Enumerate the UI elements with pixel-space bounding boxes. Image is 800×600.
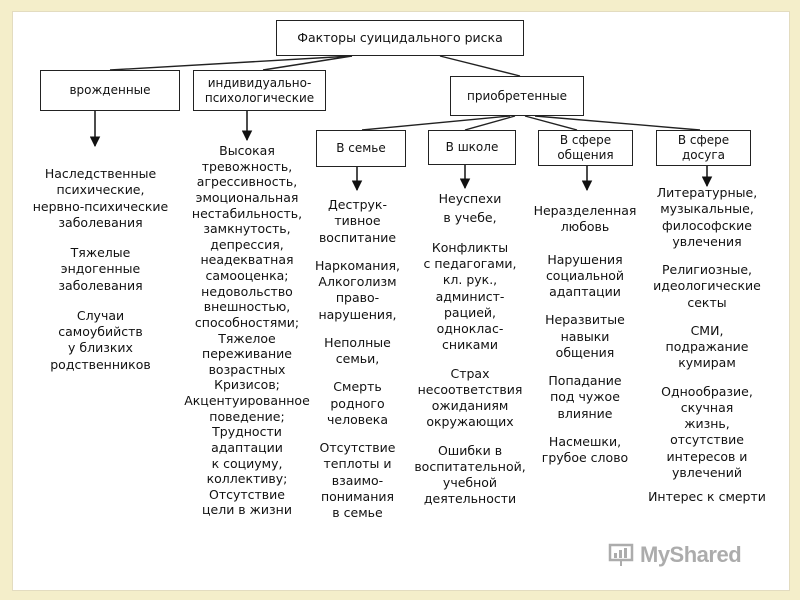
presentation-icon	[608, 543, 634, 567]
line-acq-social	[525, 116, 577, 130]
factor-item: Смерть родного человека	[327, 379, 388, 427]
factor-item: Неуспехи в учебе,	[438, 191, 502, 226]
subcategory-social-box: В сфере общения	[538, 130, 633, 166]
column-family	[305, 197, 410, 521]
factor-item: Деструк- тивное воспитание	[318, 197, 397, 245]
category-innate-box: врожденные	[40, 70, 180, 111]
factor-item: Тяжелые эндогенные заболевания	[58, 245, 143, 293]
factor-item: Конфликты с педагогами, кл. рук., админист- рацией, одноклас- сниками	[423, 239, 517, 353]
factor-item: Однообразие, скучная жизнь, отсутствие интересов и увлечений	[661, 383, 753, 480]
factor-item: Неразделенная любовь	[533, 203, 637, 235]
factor-item: Страх несоответствия ожиданиям окружающих	[417, 365, 523, 430]
column-social	[525, 203, 645, 466]
subcategory-family-box: В семье	[316, 130, 406, 167]
factor-item: Отсутствие теплоты и взаимо- понимания в семье	[319, 440, 396, 520]
factor-item: Литературные, музыкальные, философские увлечения	[656, 185, 758, 249]
column-psych	[167, 143, 327, 518]
factor-item: Неполные семьи,	[324, 334, 391, 366]
factor-item: Нарушения социальной адаптации	[545, 251, 625, 299]
factor-item: Интерес к смерти	[648, 489, 766, 504]
factor-item: СМИ, подражание кумирам	[665, 322, 749, 371]
factor-item: Ошибки в воспитательной, учебной деятельности	[414, 442, 526, 507]
factor-item: Насмешки, грубое слово	[541, 433, 629, 465]
watermark-text: MyShared	[640, 542, 742, 567]
factor-item: Наркомания, Алкоголизм право- нарушения,	[314, 257, 401, 322]
category-acquired-box: приобретенные	[450, 76, 584, 116]
line-title-innate	[110, 56, 352, 70]
column-innate	[28, 166, 173, 373]
watermark	[608, 540, 768, 570]
line-acq-leisure	[535, 116, 700, 130]
subcategory-leisure-box: В сфере досуга	[656, 130, 751, 166]
column-leisure	[642, 185, 772, 505]
factor-item: Случаи самоубийств у близких родственников	[50, 307, 151, 372]
factor-item: Высокая тревожность, агрессивность, эмоциональная нестабильность, замкнутость, депрессия, неадекватная самооценка; недовольство внешностью, способностями; Тяжелое переживание возрастных Кризисов; Акцентуированное поведение; Трудности адаптации к социуму, коллективу; Отсутствие цели в жизни	[184, 143, 310, 518]
factor-item: Попадание под чужое влияние	[548, 373, 622, 421]
line-title-acquired	[440, 56, 520, 76]
factor-item: Наследственные психические, нервно-психические заболевания	[32, 166, 169, 230]
column-school	[410, 189, 530, 508]
factor-item: Религиозные, идеологические секты	[653, 262, 761, 310]
factor-item: Неразвитые навыки общения	[545, 312, 625, 360]
category-psych-box: индивидуально- психологические	[193, 70, 326, 111]
title-box: Факторы суицидального риска	[276, 20, 524, 56]
subcategory-school-box: В школе	[428, 130, 516, 165]
